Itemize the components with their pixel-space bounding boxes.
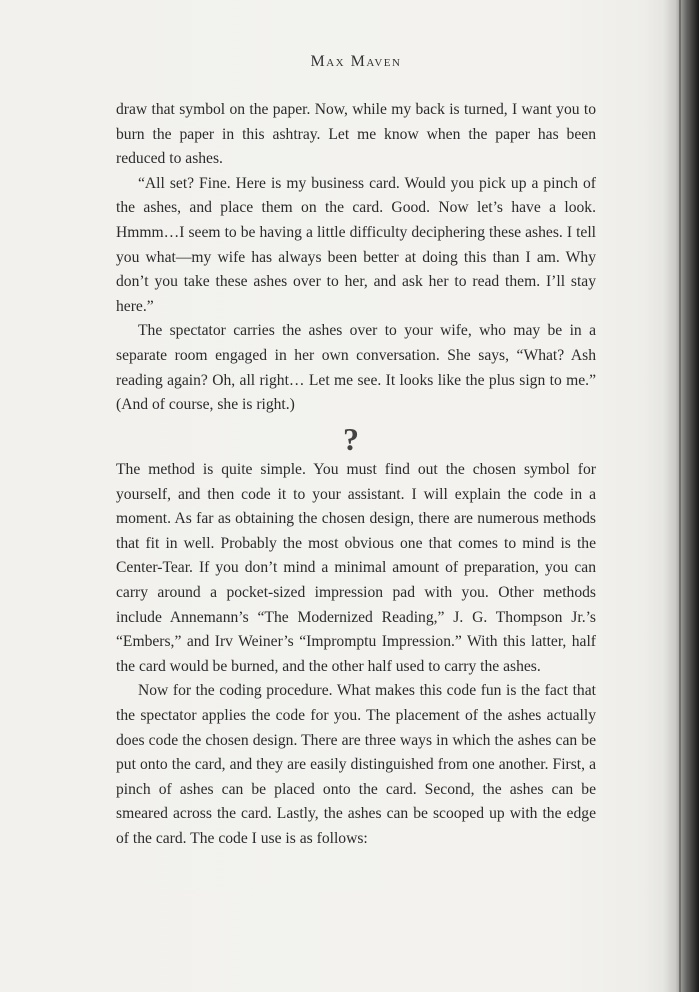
question-mark-separator: ?	[343, 421, 359, 457]
paragraph: Now for the coding procedure. What makes this code fun is the fact that the spectator applies the code for you. The placement of the ashes actually does code the chosen design. There are three ways in which the ashes can be put onto the card, and they are easily distinguished from one another. First, a pinch of ashes can be placed onto the card. Second, the ashes can be smeared across the card. Lastly, the ashes can be scooped up with the edge of the card. The code I use is as follows:	[116, 682, 596, 847]
text-section-1	[116, 98, 596, 418]
paragraph: The method is quite simple. You must find out the chosen symbol for yourself, and then code it to your assistant. I will explain the code in a moment. As far as obtaining the chosen design, there are numerous methods that fit in well. Probably the most obvious one that comes to mind is the Center-Tear. If you don’t mind a minimal amount of preparation, you can carry around a pocket-sized impression pad with you. Other methods include Annemann’s “The Modernized Reading,” J. G. Thompson Jr.’s “Embers,” and Irv Weiner’s “Impromptu Impression.” With this latter, half the card would be burned, and the other half used to carry the ashes.	[116, 461, 596, 675]
running-head: Max Maven	[310, 53, 402, 70]
page-spine-line	[679, 0, 681, 992]
text-section-2	[116, 458, 596, 852]
paragraph: draw that symbol on the paper. Now, while my back is turned, I want you to burn the paper in this ashtray. Let me know when the paper has been reduced to ashes.	[116, 101, 596, 168]
paragraph: The spectator carries the ashes over to your wife, who may be in a separate room engaged in her own conversation. She says, “What? Ash reading again? Oh, all right… Let me see. It looks like the plus sign to me.” (And of course, she is right.)	[116, 322, 596, 414]
page-spine-shadow	[663, 0, 699, 992]
paragraph: “All set? Fine. Here is my business card. Would you pick up a pinch of the ashes, and place them on the card. Good. Now let’s have a look. Hmmm…I seem to be having a little difficulty deciphering these ashes. I tell you what—my wife has always been better at doing this than I am. Why don’t you take these ashes over to her, and ask her to read them. I’ll stay here.”	[116, 174, 596, 315]
